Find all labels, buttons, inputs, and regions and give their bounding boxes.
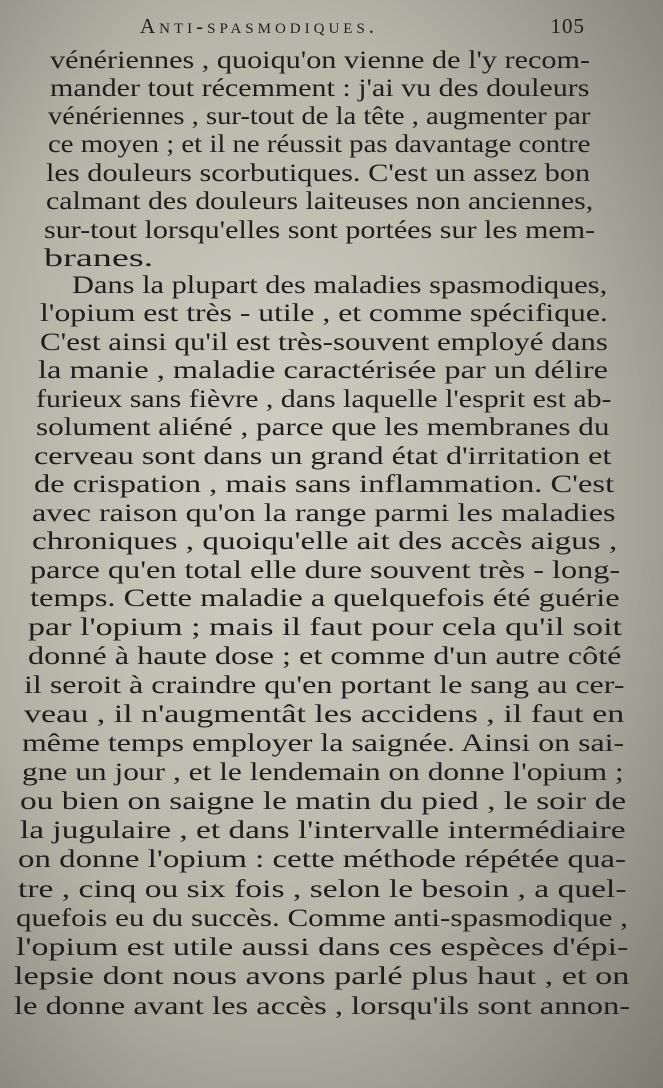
text-line: mander tout récemment : j'ai vu des douleurs	[50, 75, 590, 102]
text-line: l'opium est utile aussi dans ces espèces d'épi-	[16, 934, 629, 961]
text-line: Dans la plupart des maladies spasmodiques,	[72, 272, 608, 299]
text-line: ou bien on saigne le matin du pied , le soir de	[20, 788, 627, 815]
page-number: 105	[550, 14, 585, 38]
text-line: on donne l'opium : cette méthode répétée qua-	[18, 846, 626, 873]
text-line: branes.	[44, 245, 154, 272]
text-line: avec raison qu'on la range parmi les maladies	[32, 500, 616, 527]
text-line: l'opium est très - utile , et comme spécifique.	[40, 300, 608, 327]
text-line: ce moyen ; et il ne réussit pas davantage contre	[48, 131, 591, 158]
running-title: Anti-spasmodiques.	[140, 14, 379, 38]
text-line: les douleurs scorbutiques. C'est un assez bon	[46, 160, 591, 187]
page-header	[140, 14, 585, 42]
text-line: la manie , maladie caractérisée par un délire	[38, 357, 609, 384]
text-line: C'est ainsi qu'il est très-souvent employé dans	[40, 329, 608, 356]
text-line: parce qu'en total elle dure souvent très - long-	[30, 557, 621, 584]
text-line: quefois eu du succès. Comme anti-spasmodique ,	[16, 905, 628, 932]
text-line: tre , cinq ou six fois , selon le besoin , a quel-	[18, 876, 627, 903]
text-line: sur-tout lorsqu'elles sont portées sur les mem-	[44, 217, 596, 244]
text-line: temps. Cette maladie a quelquefois été guérie	[30, 585, 620, 612]
text-line: donné à haute dose ; et comme d'un autre côté	[28, 643, 622, 670]
text-line: cerveau sont dans un grand état d'irritation et	[34, 443, 612, 470]
text-line: veau , il n'augmentât les accidens , il faut en	[24, 701, 625, 728]
text-line: la jugulaire , et dans l'intervalle intermédiaire	[20, 817, 626, 844]
text-line: même temps employer la saignée. Ainsi on sai-	[22, 730, 625, 757]
text-line: le donne avant les accès , lorsqu'ils sont annon-	[14, 993, 631, 1020]
text-line: gne un jour , et le lendemain on donne l'opium ;	[22, 759, 624, 786]
text-line: vénériennes , sur-tout de la tête , augmenter par	[48, 103, 591, 130]
text-line: il seroit à craindre qu'en portant le sang au cer-	[24, 672, 625, 699]
text-line: solument aliéné , parce que les membranes du	[36, 414, 610, 441]
text-line: calmant des douleurs laiteuses non anciennes,	[46, 188, 594, 215]
text-line: par l'opium ; mais il faut pour cela qu'il soit	[28, 614, 623, 641]
text-line: chroniques , quoiqu'elle ait des accès aigus ,	[32, 528, 618, 555]
text-line: vénériennes , quoiqu'on vienne de l'y recom-	[50, 47, 591, 74]
text-line: furieux sans fièvre , dans laquelle l'esprit est ab-	[36, 386, 612, 413]
text-line: lepsie dont nous avons parlé plus haut , et on	[14, 963, 630, 990]
text-line: de crispation , mais sans inflammation. C'est	[34, 471, 615, 498]
